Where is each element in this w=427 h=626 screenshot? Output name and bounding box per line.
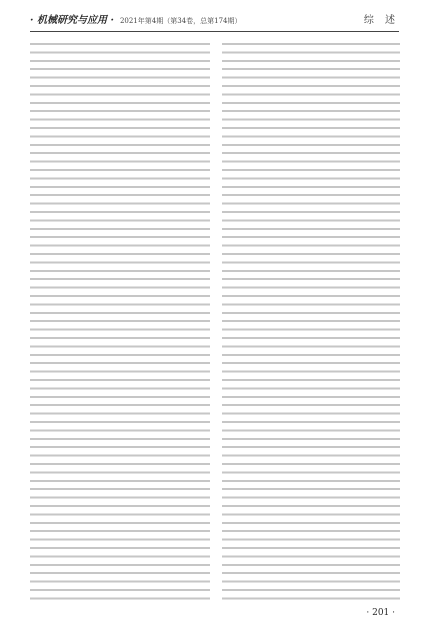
running-header [30,11,399,31]
right-column [222,40,400,604]
section-label: 综 述 [363,15,399,26]
issue-info: 2021年第4期（第34卷，总第174期） [119,17,242,25]
right-column-text-lines [222,40,400,604]
journal-name: · 机械研究与应用 · [30,15,114,26]
page-number: · 201 · [366,608,395,618]
left-column-text-lines [30,40,210,604]
header-rule [30,31,399,32]
left-column [30,40,210,604]
